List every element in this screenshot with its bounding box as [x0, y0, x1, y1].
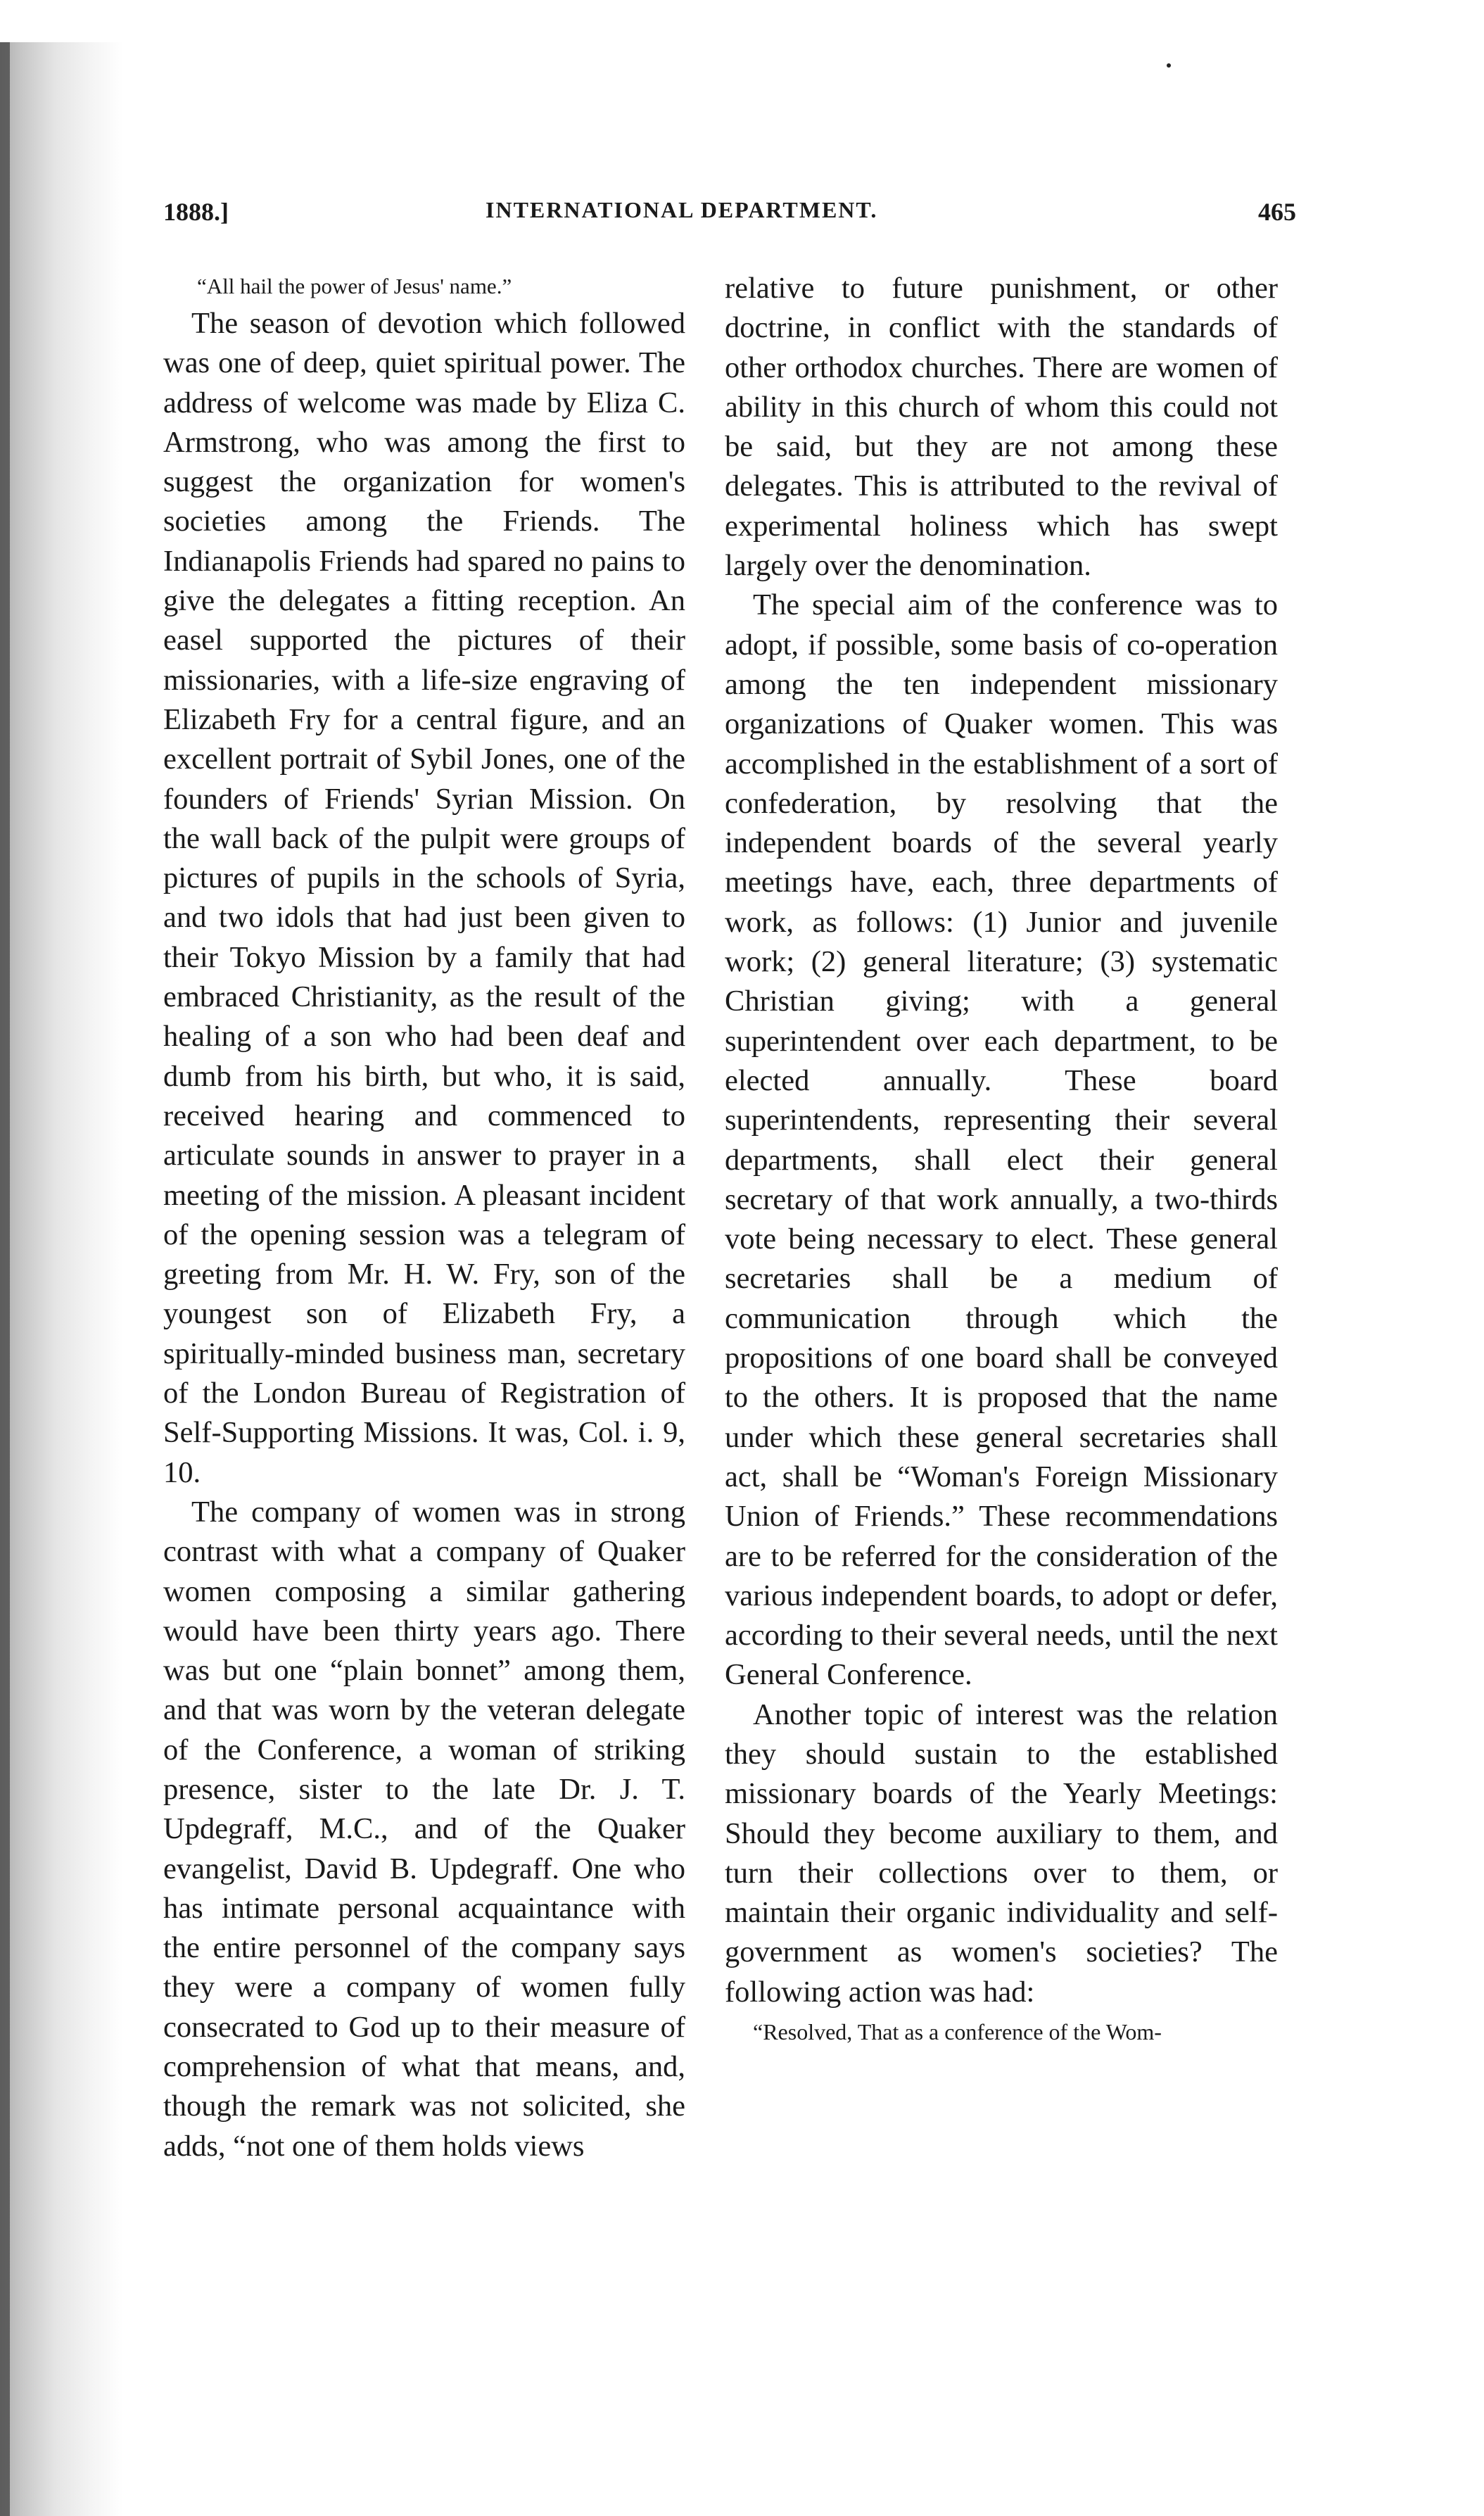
ink-speck	[1167, 63, 1171, 68]
book-binding-shadow	[0, 42, 123, 2516]
running-header	[0, 197, 1484, 239]
right-column	[725, 269, 1278, 2052]
paragraph-company: The company of women was in strong contrast with what a company of Quaker women composing a similar gathering would have been thirty years ago. There was but one “plain bonnet” among them, and that was worn by the veteran delegate of the Conference, a woman of striking presence, sister to the late Dr. J. T. Updegraff, M.C., and of the Quaker evangelist, David B. Updegraff. One who has intimate personal acquaintance with the entire personnel of the company says they were a company of women fully consecrated to God up to their measure of comprehension of what that means, and, though the remark was not solicited, she adds, “not one of them holds views	[163, 1495, 685, 2163]
header-title: INTERNATIONAL DEPARTMENT.	[486, 197, 878, 222]
header-year: 1888.]	[163, 198, 229, 226]
page-gutter-edge	[0, 42, 10, 2516]
resolved-line: “Resolved, That as a conference of the Wom-	[753, 2019, 1162, 2045]
paragraph-continued: relative to future punishment, or other doctrine, in conflict with the standards of other orthodox churches. There are women of ability in this church of whom this could not be said, but they are not among these delegates. This is attributed to the revival of experimental holiness which has swept largely over the denomination.	[725, 272, 1278, 583]
left-column	[163, 269, 685, 2166]
paragraph-another-topic: Another topic of interest was the relation they should sustain to the established missionary boards of the Yearly Meetings: Should they become auxiliary to them, and turn their collections over to them, or maintain their organic individuality and self-government as women's societies? The following action was had:	[725, 1698, 1278, 2009]
paragraph-devotion: The season of devotion which followed was one of deep, quiet spiritual power. The address of welcome was made by Eliza C. Armstrong, who was among the first to suggest the organization for women's societies among the Friends. The Indianapolis Friends had spared no pains to give the delegates a fitting reception. An easel supported the pictures of their missionaries, with a life-size engraving of Elizabeth Fry for a central figure, and an excellent portrait of Sybil Jones, one of the founders of Friends' Syrian Mission. On the wall back of the pulpit were groups of pictures of pupils in the schools of Syria, and two idols that had just been given to their Tokyo Mission by a family that had embraced Christianity, as the result of the healing of a son who had been deaf and dumb from his birth, but who, it is said, received hearing and commenced to articulate sounds in answer to prayer in a meeting of the mission. A pleasant incident of the opening session was a telegram of greeting from Mr. H. W. Fry, son of the youngest son of Elizabeth Fry, a spiritually-minded business man, secretary of the London Bureau of Registration of Self-Supporting Missions. It was, Col. i. 9, 10.	[163, 307, 685, 1489]
page-number: 465	[1258, 198, 1296, 226]
paragraph-special-aim: The special aim of the conference was to adopt, if possible, some basis of co-operation among the ten independent missionary organizations of Quaker women. This was accomplished in the establishment of a sort of confederation, by resolving that the independent boards of the several yearly meetings have, each, three departments of work, as follows: (1) Junior and juvenile work; (2) general literature; (3) systematic Christian giving; with a general superintendent over each department, to be elected annually. These board superintendents, representing their several departments, shall elect their general secretary of that work annually, a two-thirds vote being necessary to elect. These general secretaries shall be a medium of communication through which the propositions of one board shall be conveyed to the others. It is proposed that the name under which these general secretaries shall act, shall be “Woman's Foreign Missionary Union of Friends.” These recommendations are to be referred for the consideration of the various independent boards, to adopt or defer, according to their several needs, until the next General Conference.	[725, 588, 1278, 1692]
hymn-quote: “All hail the power of Jesus' name.”	[197, 274, 512, 298]
